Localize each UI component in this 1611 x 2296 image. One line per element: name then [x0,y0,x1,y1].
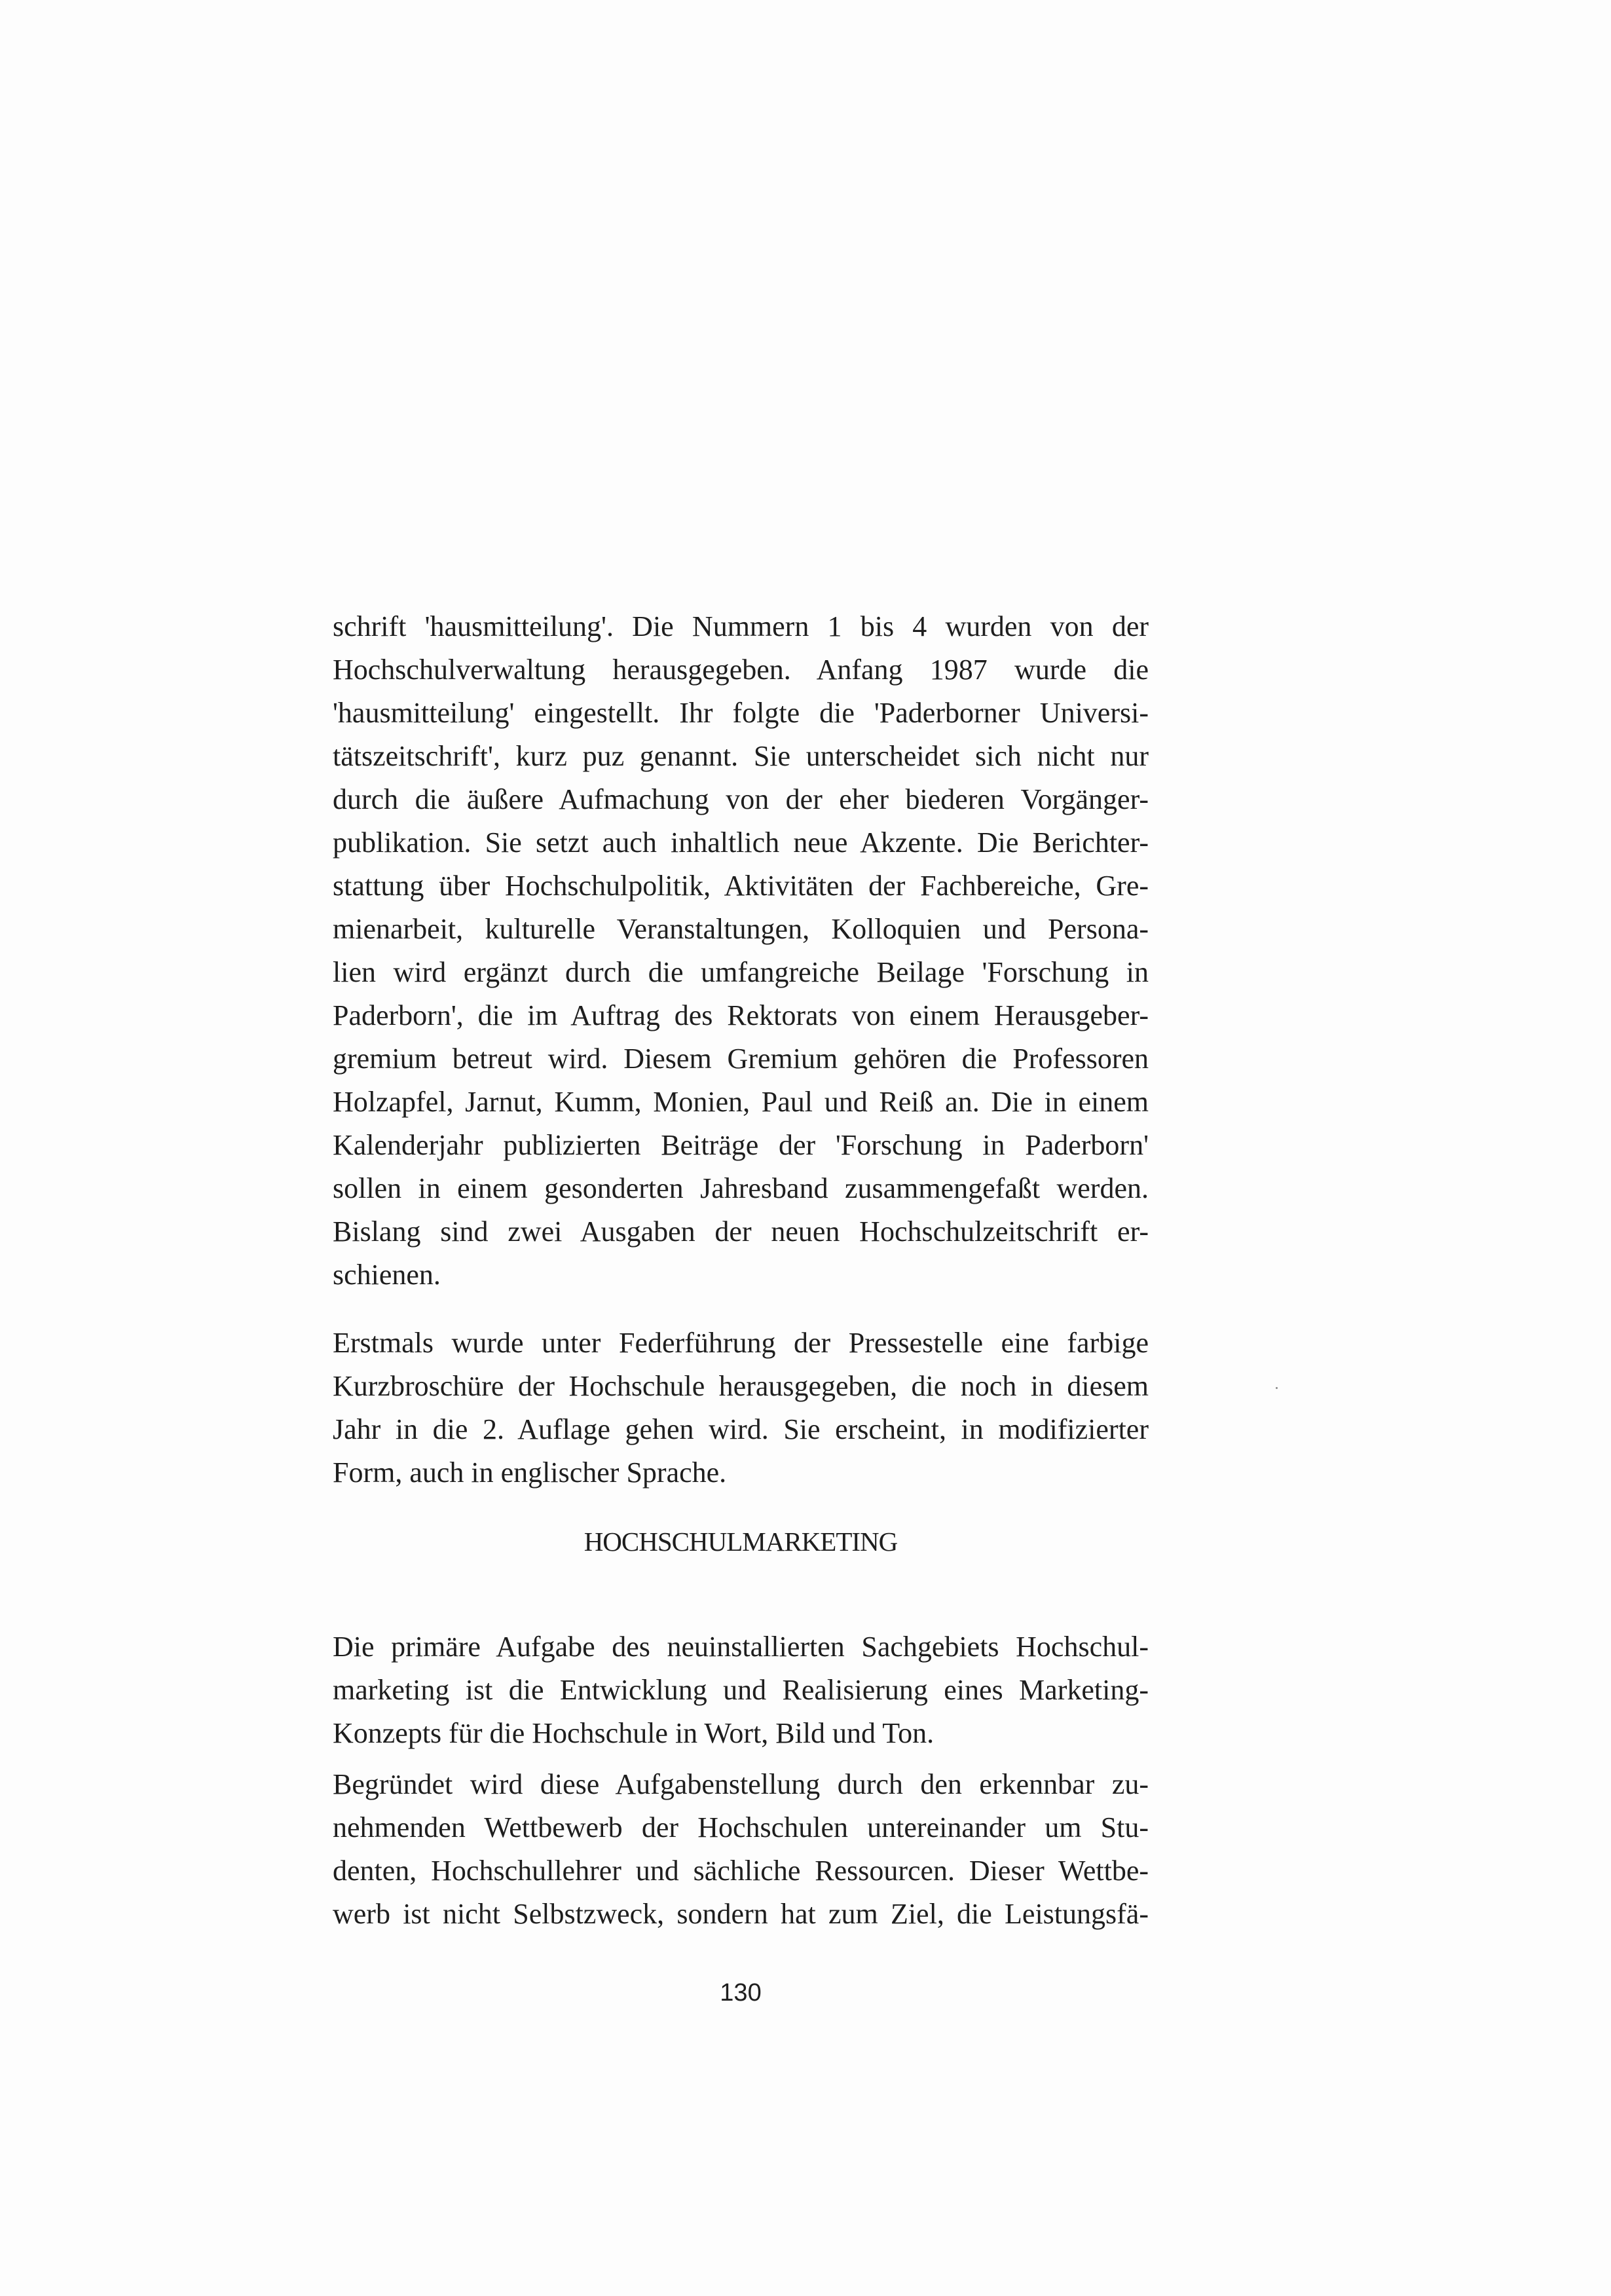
text-line: lien wird ergänzt durch die umfangreiche Beilage 'Forschung in [333,956,1149,988]
text-line: schrift 'hausmitteilung'. Die Nummern 1 bis 4 wurden von der [333,610,1149,642]
text-line: marketing ist die Entwicklung und Realisierung eines Marketing- [333,1674,1149,1706]
text-line: denten, Hochschullehrer und sächliche Ressourcen. Dieser Wettbe- [333,1855,1149,1887]
text-line: nehmenden Wettbewerb der Hochschulen untereinander um Stu- [333,1811,1149,1843]
text-line: sollen in einem gesonderten Jahresband zusammengefaßt werden. [333,1172,1149,1204]
text-line: Konzepts für die Hochschule in Wort, Bild und Ton. [333,1717,935,1749]
paragraph-brochure [333,1322,1149,1494]
paragraph-puz [333,605,1149,1297]
text-line: durch die äußere Aufmachung von der eher biederen Vorgänger- [333,783,1149,815]
text-line: werb ist nicht Selbstzweck, sondern hat zum Ziel, die Leistungsfä- [333,1898,1149,1930]
page-number: 130 [720,1979,762,2007]
text-line: Kurzbroschüre der Hochschule herausgegeben, die noch in diesem [333,1370,1149,1402]
text-line: Jahr in die 2. Auflage gehen wird. Sie erscheint, in modifizierter [333,1413,1149,1445]
text-line: Bislang sind zwei Ausgaben der neuen Hochschulzeitschrift er- [333,1215,1149,1248]
text-line: Form, auch in englischer Sprache. [333,1456,727,1489]
text-line: 'hausmitteilung' eingestellt. Ihr folgte die 'Paderborner Universi- [333,697,1149,729]
text-line: Erstmals wurde unter Federführung der Pressestelle eine farbige [333,1327,1149,1359]
text-line: mienarbeit, kulturelle Veranstaltungen, Kolloquien und Persona- [333,913,1149,945]
text-line: Die primäre Aufgabe des neuinstallierten Sachgebiets Hochschul- [333,1631,1149,1663]
paragraph-marketing-task [333,1625,1149,1755]
text-line: Hochschulverwaltung herausgegeben. Anfang 1987 wurde die [333,654,1149,686]
text-line: Kalenderjahr publizierten Beiträge der 'Forschung in Paderborn' [333,1129,1149,1161]
text-line: publikation. Sie setzt auch inhaltlich neue Akzente. Die Berichter- [333,826,1149,859]
text-line: gremium betreut wird. Diesem Gremium gehören die Professoren [333,1043,1149,1075]
text-line: Begründet wird diese Aufgabenstellung durch den erkennbar zu- [333,1768,1149,1800]
section-heading: HOCHSCHULMARKETING [583,1527,898,1557]
text-line: Paderborn', die im Auftrag des Rektorats von einem Herausgeber- [333,999,1149,1031]
text-line: tätszeitschrift', kurz puz genannt. Sie unterscheidet sich nicht nur [333,740,1149,772]
text-line: stattung über Hochschulpolitik, Aktivitäten der Fachbereiche, Gre- [333,870,1149,902]
text-line: Holzapfel, Jarnut, Kumm, Monien, Paul und Reiß an. Die in einem [333,1086,1149,1118]
paragraph-competition [333,1763,1149,1936]
text-line: schienen. [333,1259,441,1291]
scan-speck [1276,1387,1278,1389]
